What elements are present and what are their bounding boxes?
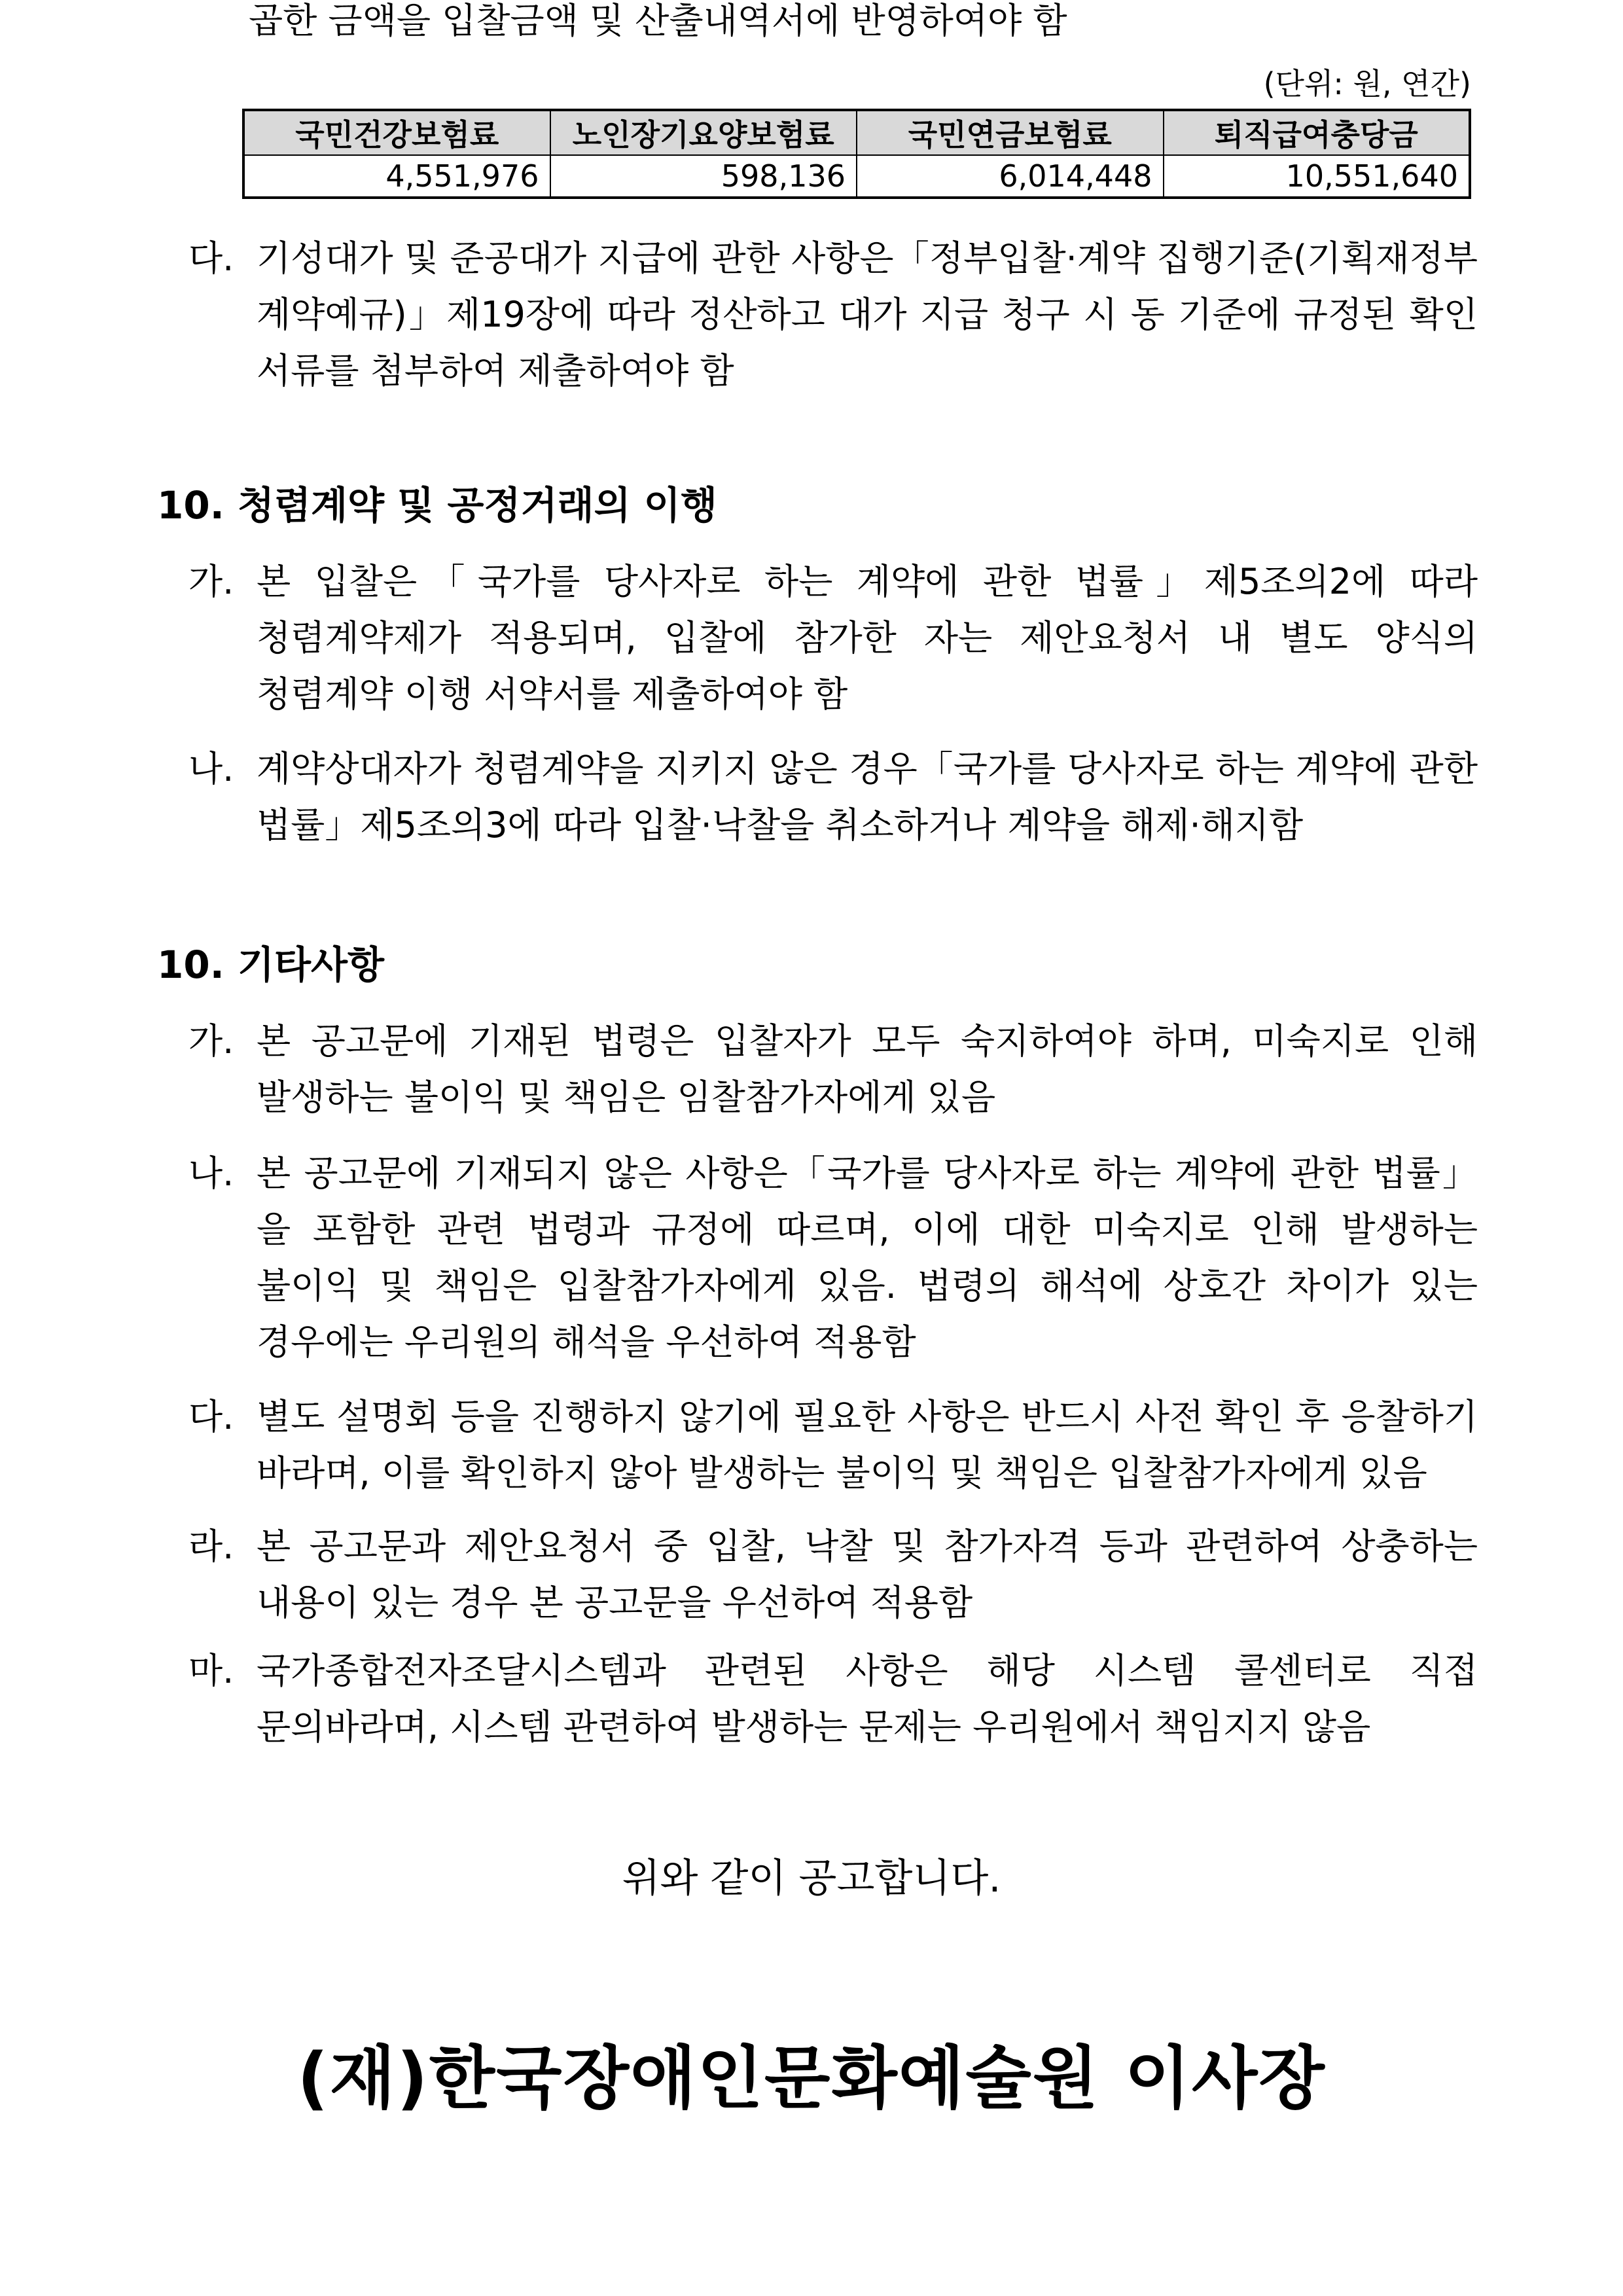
item-text: 본 입찰은「국가를 당사자로 하는 계약에 관한 법률」제5조의2에 따라 청렴계약제가 적용되며, 입찰에 참가한 자는 제안요청서 내 별도 양식의 청렴계약 이행 서약서를 제출하여야 함 (257, 561, 1478, 715)
list-item (188, 1643, 1478, 1755)
unit-note: (단위: 원, 연간) (1263, 66, 1471, 101)
closing-statement: 위와 같이 공고합니다. (622, 1856, 1001, 1901)
table-header-cell: 국민건강보험료 (243, 110, 550, 155)
item-marker: 마. (188, 1650, 234, 1691)
intro-line: 곱한 금액을 입찰금액 및 산출내역서에 반영하여야 함 (249, 0, 1067, 41)
section-heading-integrity: 10. 청렴계약 및 공정거래의 이행 (157, 483, 717, 528)
item-text: 본 공고문에 기재되지 않은 사항은「국가를 당사자로 하는 계약에 관한 법률」을 포함한 관련 법령과 규정에 따르며, 이에 대한 미숙지로 인해 발생하는 불이익 및 책임은 입찰참가자에게 있음. 법령의 해석에 상호간 차이가 있는 경우에는 우리원의 해석을 우선하여 적용함 (257, 1153, 1478, 1363)
item-text: 본 공고문과 제안요청서 중 입찰, 낙찰 및 참가자격 등과 관련하여 상충하는 내용이 있는 경우 본 공고문을 우선하여 적용함 (257, 1526, 1478, 1623)
table-cell: 6,014,448 (857, 155, 1164, 198)
item-marker: 가. (188, 1020, 234, 1062)
table-header-row (243, 110, 1470, 155)
insurance-table (242, 109, 1471, 199)
item-marker: 라. (188, 1526, 234, 1567)
list-item (188, 1389, 1478, 1501)
item-marker: 가. (188, 561, 234, 602)
item-text: 본 공고문에 기재된 법령은 입찰자가 모두 숙지하여야 하며, 미숙지로 인해 발생하는 불이익 및 책임은 임찰참가자에게 있음 (257, 1020, 1478, 1118)
item-text: 별도 설명회 등을 진행하지 않기에 필요한 사항은 반드시 사전 확인 후 응찰하기 바라며, 이를 확인하지 않아 발생하는 불이익 및 책임은 입찰참가자에게 있음 (257, 1396, 1478, 1494)
item-text: 계약상대자가 청렴계약을 지키지 않은 경우「국가를 당사자로 하는 계약에 관한 법률」제5조의3에 따라 입찰·낙찰을 취소하거나 계약을 해제·해지함 (257, 748, 1478, 846)
item-marker: 나. (188, 748, 234, 789)
item-marker: 나. (188, 1153, 234, 1194)
section-heading-misc: 10. 기타사항 (157, 942, 385, 987)
table-cell: 10,551,640 (1164, 155, 1471, 198)
table-cell: 4,551,976 (243, 155, 550, 198)
table-cell: 598,136 (550, 155, 857, 198)
table-header-cell: 퇴직급여충당금 (1164, 110, 1471, 155)
item-text: 기성대가 및 준공대가 지급에 관한 사항은「정부입찰·계약 집행기준(기획재정부 계약예규)」제19장에 따라 정산하고 대가 지급 청구 시 동 기준에 규정된 확인 서류를 첨부하여 제출하여야 함 (257, 238, 1478, 391)
list-item (188, 741, 1478, 853)
item-marker: 다. (188, 1396, 234, 1437)
list-item (188, 1518, 1478, 1631)
table-header-cell: 노인장기요양보험료 (550, 110, 857, 155)
list-item (188, 1013, 1478, 1126)
list-item (188, 554, 1478, 723)
item-marker: 다. (188, 238, 234, 279)
list-item (188, 1145, 1478, 1371)
payment-item (188, 230, 1478, 399)
signature: (재)한국장애인문화예술원 이사장 (297, 2038, 1326, 2118)
table-row (243, 155, 1470, 198)
table-header-cell: 국민연금보험료 (857, 110, 1164, 155)
item-text: 국가종합전자조달시스템과 관련된 사항은 해당 시스템 콜센터로 직접 문의바라며, 시스템 관련하여 발생하는 문제는 우리원에서 책임지지 않음 (257, 1650, 1478, 1748)
